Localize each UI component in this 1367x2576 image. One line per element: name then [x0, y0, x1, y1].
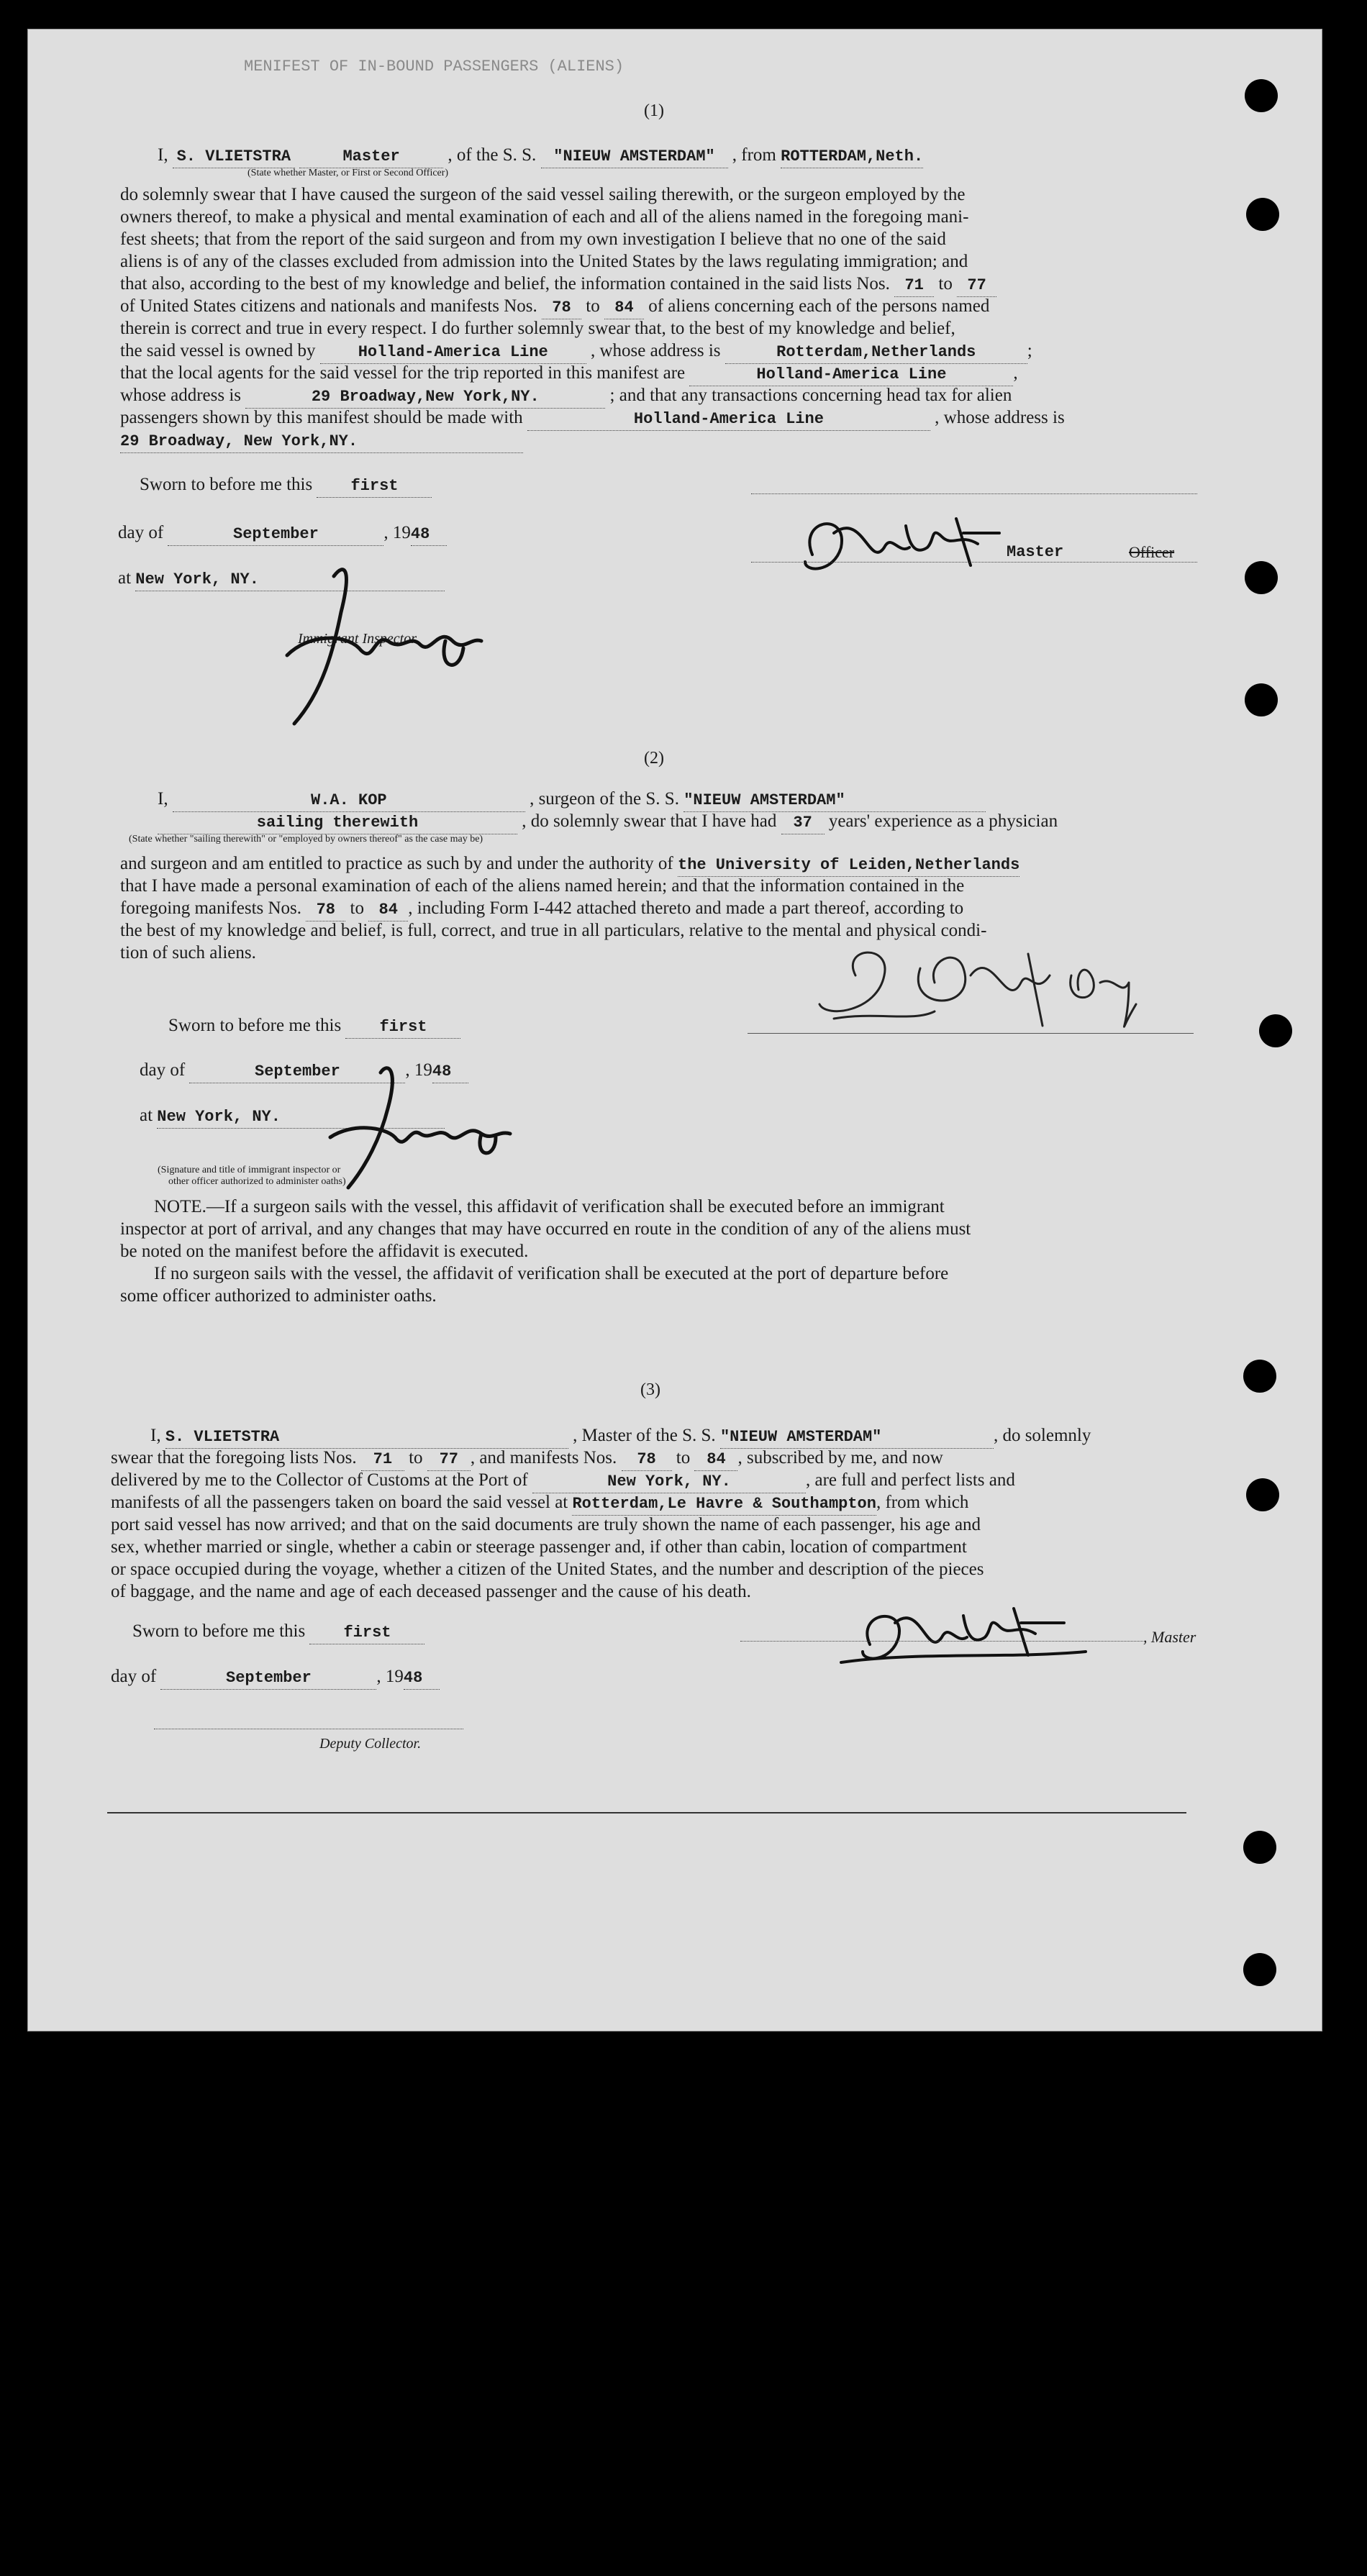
binder-hole-4	[1245, 683, 1278, 716]
s2-para-line-3	[120, 898, 963, 921]
s2-note-line-2: inspector at port of arrival, and any changes that may have occurred en route in the condition of any of the aliens must	[120, 1219, 971, 1239]
s2-para-line-2: that I have made a personal examination of each of the aliens named herein; and that the information contained in the	[120, 876, 965, 896]
s1-p11a: passengers shown by this manifest should be made with	[120, 408, 523, 427]
s3-sworn-line	[132, 1621, 424, 1644]
s3-master-name: S. VLIETSTRA	[165, 1426, 568, 1449]
s1-man-from: 78	[542, 297, 581, 319]
s2-man-to: 84	[368, 899, 408, 921]
s2-years: 37	[781, 812, 825, 834]
section-3-number: (3)	[640, 1380, 660, 1399]
s1-para-line-3: fest sheets; that from the report of the said surgeon and from my own investigation I believe that no one of the said	[120, 229, 946, 249]
s2-to: to	[350, 898, 364, 918]
s1-p6b: of aliens concerning each of the persons named	[648, 296, 990, 316]
s1-immigrant-inspector-label: Immigrant Inspector.	[298, 631, 419, 647]
s2-surgeon-of: , surgeon of the S. S.	[530, 789, 679, 809]
s3-to: to	[409, 1448, 423, 1467]
s1-agent: Holland-America Line	[689, 364, 1013, 386]
s1-para-line-5	[120, 273, 996, 297]
s2-year: 48	[432, 1061, 468, 1083]
s3-p3b: , from which	[876, 1493, 969, 1512]
s2-intro-line	[158, 788, 986, 812]
s3-sworn: Sworn to before me this	[132, 1621, 306, 1641]
s2-p3b: , including Form I-442 attached thereto and made a part thereof, according to	[408, 898, 964, 918]
binder-hole-8	[1243, 1831, 1276, 1864]
s1-p6a: of United States citizens and nationals and manifests Nos.	[120, 296, 537, 316]
s1-para-line-1: do solemnly swear that I have caused the surgeon of the said vessel sailing therewith, or the surgeon employed by the	[120, 185, 966, 204]
s3-deputy-collector-label: Deputy Collector.	[319, 1736, 422, 1752]
s1-agent-address: 29 Broadway,New York,NY.	[245, 386, 605, 409]
s3-to-2: to	[676, 1448, 691, 1467]
s3-sig-line	[740, 1641, 1143, 1642]
s3-ship-name: "NIEUW AMSTERDAM"	[720, 1426, 994, 1449]
s3-para-line-7: of baggage, and the name and age of each deceased passenger and the cause of his death.	[111, 1582, 751, 1601]
s2-month: September	[189, 1061, 405, 1083]
s1-para-line-9: that the local agents for the said vessel for the trip reported in this manifest are Holland-America Line ,	[120, 363, 1018, 386]
s3-lists-to: 77	[427, 1449, 471, 1471]
s1-tax-address: 29 Broadway, New York,NY.	[120, 431, 523, 453]
s2-p1a: and surgeon and am entitled to practice as such by and under the authority of	[120, 854, 673, 873]
s2-sailing-line	[158, 811, 1058, 834]
s1-man-to: 84	[604, 297, 644, 319]
s1-lists-to: 77	[957, 275, 996, 297]
s1-master-signature	[784, 504, 1014, 583]
manifest-stamp	[244, 58, 624, 76]
s1-of-ss: , of the S. S.	[448, 145, 537, 165]
s1-to-2: to	[586, 296, 600, 316]
s2-note-line-1: NOTE.—If a surgeon sails with the vessel, this affidavit of verification shall be executed before an immigrant	[154, 1197, 945, 1216]
s3-man-to: 84	[694, 1449, 737, 1471]
s2-surgeon-signature	[791, 932, 1194, 1062]
s2-para-line-4: the best of my knowledge and belief, is full, correct, and true in all particulars, relative to the mental and physical condi-	[120, 921, 987, 940]
s2-para-line-5: tion of such aliens.	[120, 943, 256, 962]
binder-hole-2	[1246, 198, 1279, 231]
s1-p11b: , whose address is	[935, 408, 1065, 427]
s3-port: New York, NY.	[532, 1471, 806, 1493]
s1-state-note: (State whether Master, or First or Second Officer)	[247, 168, 449, 178]
s1-para-line-10	[120, 385, 1012, 409]
s3-day-of: day of	[111, 1667, 157, 1686]
binder-hole-9	[1243, 1953, 1276, 1986]
s2-years-exp: years' experience as a physician	[828, 811, 1058, 831]
s3-p1c: , subscribed by me, and now	[737, 1448, 943, 1467]
s3-para-line-3	[111, 1492, 968, 1516]
s2-note-line-4: If no surgeon sails with the vessel, the affidavit of verification shall be executed at the port of departure before	[154, 1264, 949, 1283]
s1-sworn: Sworn to before me this	[140, 475, 313, 494]
binder-hole-6	[1243, 1360, 1276, 1393]
s3-para-line-5: sex, whether married or single, whether a cabin or steerage passenger and, if other than cabin, location of compartment	[111, 1537, 967, 1557]
section-2-number: (2)	[644, 749, 664, 768]
s2-note-line-3: be noted on the manifest before the affidavit is executed.	[120, 1242, 529, 1261]
s1-para-line-2: owners thereof, to make a physical and mental examination of each and all of the aliens named in the foregoing mani-	[120, 207, 969, 227]
s3-p3a: manifests of all the passengers taken on board the said vessel at	[111, 1493, 568, 1512]
s1-place: New York, NY.	[135, 569, 445, 591]
s1-port: ROTTERDAM,Neth.	[781, 146, 923, 168]
s2-year-prefix: , 19	[405, 1060, 432, 1080]
binder-hole-5	[1259, 1014, 1292, 1047]
s2-p3a: foregoing manifests Nos.	[120, 898, 302, 918]
s1-para-line-12	[120, 429, 523, 453]
s1-para-line-6	[120, 296, 989, 319]
s1-p9a: that the local agents for the said vessel for the trip reported in this manifest are	[120, 363, 686, 383]
s2-at: at	[140, 1106, 153, 1125]
s1-i: I,	[158, 145, 168, 165]
s2-sworn: Sworn to before me this	[168, 1016, 342, 1035]
s2-ship-name: "NIEUW AMSTERDAM"	[684, 790, 986, 812]
s2-inspector-signature	[316, 1058, 546, 1202]
s1-year: 48	[411, 524, 447, 546]
s1-tax-agent: Holland-America Line	[527, 409, 930, 431]
s1-day-of: day of	[118, 523, 164, 542]
s1-owner: Holland-America Line	[320, 342, 586, 364]
binder-hole-7	[1246, 1478, 1279, 1511]
s1-sworn-line	[140, 474, 432, 498]
s3-para-line-1	[111, 1447, 943, 1471]
s1-p5a: that also, according to the best of my knowledge and belief, the information contained in the said lists Nos.	[120, 274, 890, 293]
s3-master-label: , Master	[1143, 1628, 1196, 1646]
s3-lists-from: 71	[361, 1449, 404, 1471]
s3-year: 48	[404, 1667, 440, 1690]
binder-hole-3	[1245, 561, 1278, 594]
s1-master-label: Master	[1007, 543, 1064, 561]
s1-para-line-7: therein is correct and true in every respect. I do further solemnly swear that, to the best of my knowledge and belief,	[120, 319, 955, 338]
s1-para-line-8: the said vessel is owned by Holland-America Line , whose address is Rotterdam,Netherlands ;	[120, 340, 1032, 364]
s1-ship-name: "NIEUW AMSTERDAM"	[541, 146, 728, 168]
s3-sworn-day: first	[309, 1622, 424, 1644]
s3-master-of: , Master of the S. S.	[573, 1426, 716, 1445]
s1-p10b: ; and that any transactions concerning head tax for alien	[609, 386, 1012, 405]
s3-do-solemnly: , do solemnly	[993, 1426, 1091, 1445]
s1-from: , from	[732, 145, 776, 165]
s1-p8b: , whose address is	[590, 341, 721, 360]
s3-intro-line	[150, 1425, 1091, 1449]
s1-sworn-day: first	[317, 475, 432, 498]
s1-date-line	[118, 522, 447, 546]
s1-officer-label: Officer	[1129, 543, 1175, 561]
s3-date-line	[111, 1666, 440, 1690]
s1-month: September	[168, 524, 383, 546]
s1-inspector-signature	[265, 547, 510, 734]
s3-month: September	[160, 1667, 376, 1690]
s3-ports: Rotterdam,Le Havre & Southampton	[572, 1493, 876, 1516]
s2-authority: the University of Leiden,Netherlands	[678, 855, 1019, 877]
s3-p2b: , are full and perfect lists and	[806, 1470, 1015, 1490]
s3-p2a: delivered by me to the Collector of Customs at the Port of	[111, 1470, 528, 1490]
s1-at: at	[118, 568, 132, 588]
s3-para-line-4: port said vessel has now arrived; and that on the said documents are truly shown the name of each passenger, his age and	[111, 1515, 981, 1534]
s2-sworn-have: , do solemnly swear that I have had	[522, 811, 777, 831]
s3-master-signature	[827, 1594, 1100, 1673]
section-1-number: (1)	[644, 101, 664, 120]
s2-state-note: (State whether "sailing therewith" or "employed by owners thereof" as the case may be)	[129, 834, 483, 845]
s2-para-line-1	[120, 853, 1019, 877]
s2-day-of: day of	[140, 1060, 186, 1080]
s3-i: I,	[150, 1426, 161, 1445]
s1-para-line-4: aliens is of any of the classes excluded from admission into the United States by the laws regulating immigration; and	[120, 252, 968, 271]
bottom-rule	[107, 1812, 1186, 1813]
s3-p1a: swear that the foregoing lists Nos.	[111, 1448, 357, 1467]
s1-role: Master	[299, 146, 443, 168]
s1-owner-address: Rotterdam,Netherlands	[725, 342, 1027, 364]
stamp-line-1: MENIFEST OF IN-BOUND PASSENGERS (ALIENS)	[244, 58, 625, 76]
s1-para-line-11	[120, 407, 1065, 431]
s2-sig-note-1: (Signature and title of immigrant inspector or	[158, 1165, 341, 1175]
s2-sig-line	[748, 1033, 1194, 1034]
s1-to: to	[938, 274, 953, 293]
s3-p1b: , and manifests Nos.	[470, 1448, 617, 1467]
s2-note-line-5: some officer authorized to administer oaths.	[120, 1286, 437, 1306]
s1-intro-line	[158, 145, 923, 168]
s2-man-from: 78	[306, 899, 345, 921]
s2-sworn-day: first	[345, 1016, 460, 1039]
s2-sworn-line	[168, 1015, 460, 1039]
s3-man-from: 78	[622, 1449, 672, 1471]
s3-para-line-2	[111, 1470, 1015, 1493]
s2-place: New York, NY.	[157, 1106, 445, 1129]
s3-year-prefix: , 19	[376, 1667, 404, 1686]
s1-master-name: S. VLIETSTRA	[173, 146, 295, 168]
document-page	[27, 29, 1322, 2031]
s1-lists-from: 71	[894, 275, 934, 297]
s2-i: I,	[158, 789, 168, 809]
s1-year-prefix: , 19	[383, 523, 411, 542]
s2-sailing: sailing therewith	[158, 812, 517, 834]
s3-para-line-6: or space occupied during the voyage, whether a citizen of the United States, and the number and description of the pieces	[111, 1560, 984, 1579]
s1-sig-top-line	[751, 493, 1197, 494]
binder-hole-1	[1245, 79, 1278, 112]
s1-p8a: the said vessel is owned by	[120, 341, 316, 360]
s2-surgeon-name: W.A. KOP	[173, 790, 525, 812]
s1-p10a: whose address is	[120, 386, 242, 405]
s2-sig-note-2: other officer authorized to administer oaths)	[168, 1176, 346, 1187]
